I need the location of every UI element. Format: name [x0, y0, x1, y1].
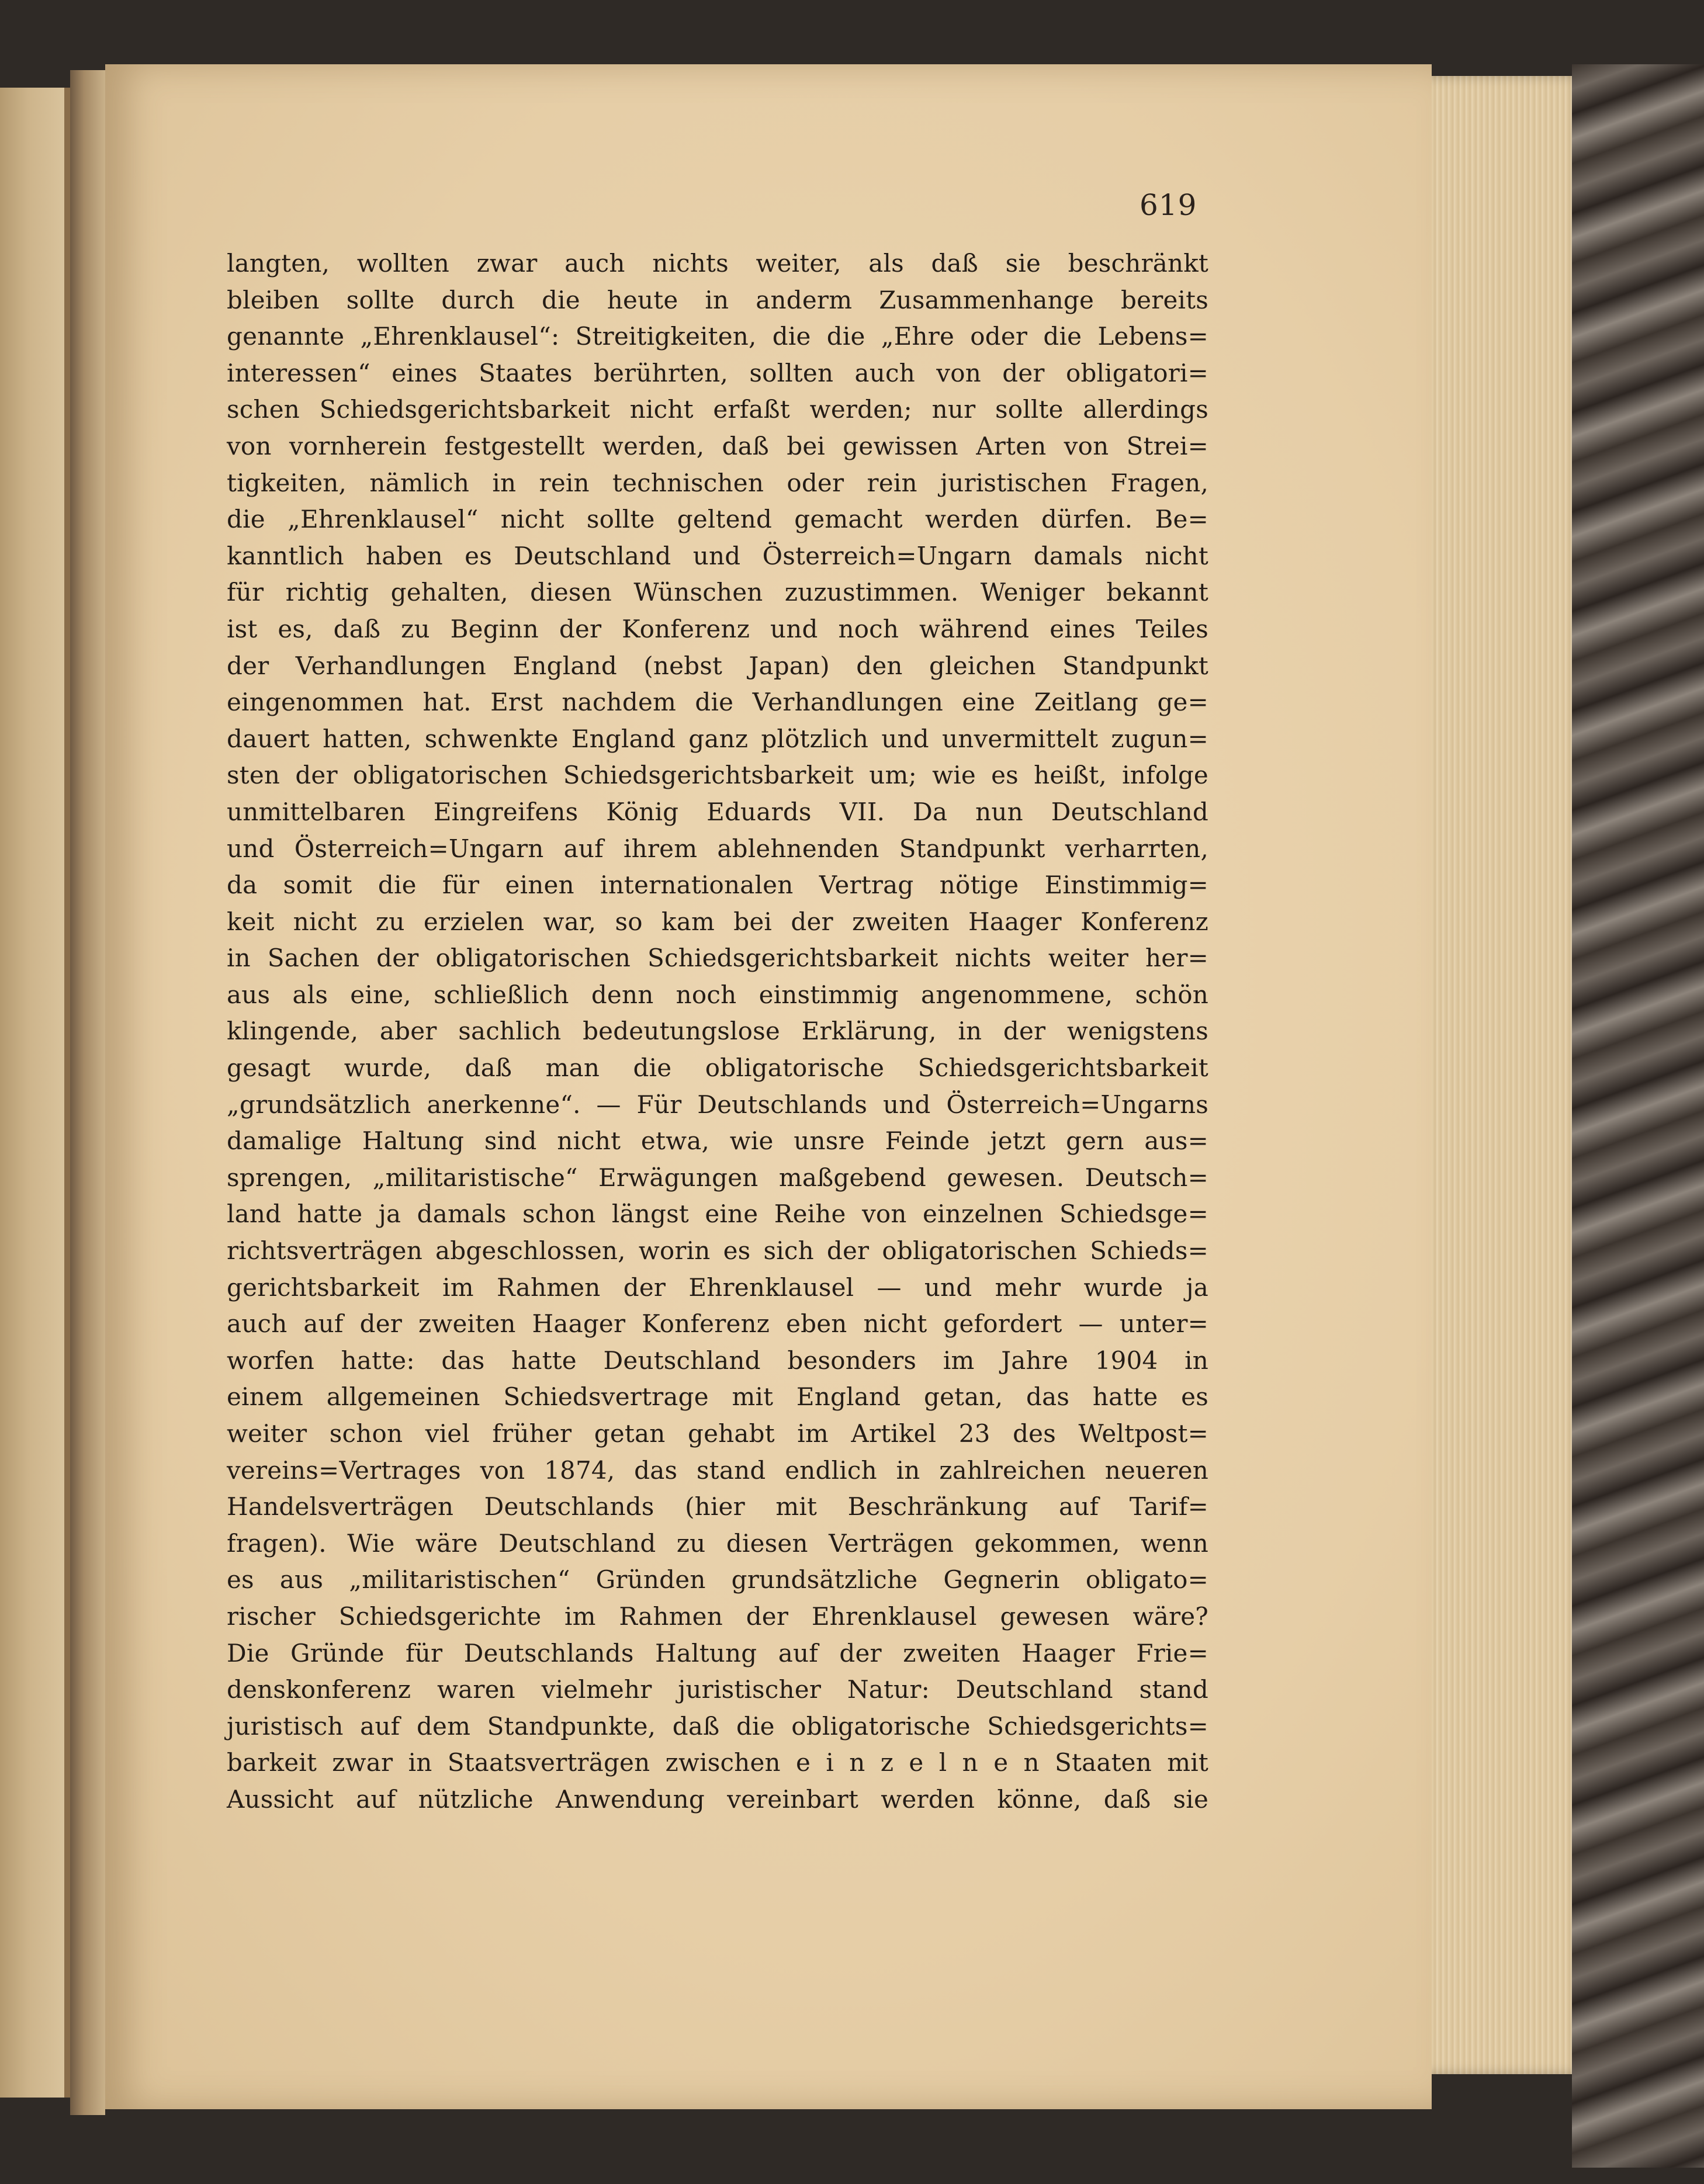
text-line: auch auf der zweiten Haager Konferenz eben nicht gefordert — unter=: [227, 1309, 1208, 1339]
text-line: barkeit zwar in Staatsverträgen zwischen e i n z e l n e n Staaten mit: [227, 1748, 1208, 1777]
text-line: vereins=Vertrages von 1874, das stand endlich in zahlreichen neueren: [227, 1455, 1208, 1485]
text-line: bleiben sollte durch die heute in anderm Zusammenhange bereits: [227, 285, 1208, 314]
text-line: land hatte ja damals schon längst eine Reihe von einzelnen Schiedsge=: [227, 1200, 1208, 1229]
book-gutter: [70, 70, 105, 2115]
text-line: klingende, aber sachlich bedeutungslose Erklärung, in der wenigstens: [227, 1017, 1208, 1046]
text-line: worfen hatte: das hatte Deutschland besonders im Jahre 1904 in: [227, 1346, 1208, 1375]
text-line: keit nicht zu erzielen war, so kam bei der zweiten Haager Konferenz: [227, 907, 1208, 936]
text-line: Die Gründe für Deutschlands Haltung auf der zweiten Haager Frie=: [227, 1638, 1208, 1668]
body-text: [227, 245, 1208, 1818]
text-line: rischer Schiedsgerichte im Rahmen der Ehrenklausel gewesen wäre?: [227, 1601, 1208, 1631]
text-line: sten der obligatorischen Schiedsgerichtsbarkeit um; wie es heißt, infolge: [227, 761, 1208, 790]
text-line: und Österreich=Ungarn auf ihrem ablehnenden Standpunkt verharrten,: [227, 834, 1208, 863]
left-page-edge: [0, 88, 70, 2098]
text-line: kanntlich haben es Deutschland und Österreich=Ungarn damals nicht: [227, 541, 1208, 570]
text-line: der Verhandlungen England (nebst Japan) den gleichen Standpunkt: [227, 651, 1208, 680]
text-line: von vornherein festgestellt werden, daß bei gewissen Arten von Strei=: [227, 431, 1208, 460]
text-line: genannte „Ehrenklausel“: Streitigkeiten, die die „Ehre oder die Lebens=: [227, 322, 1208, 351]
page-number: 619: [1140, 188, 1197, 222]
text-line: in Sachen der obligatorischen Schiedsgerichtsbarkeit nichts weiter her=: [227, 944, 1208, 973]
text-line: eingenommen hat. Erst nachdem die Verhandlungen eine Zeitlang ge=: [227, 688, 1208, 717]
text-line: weiter schon viel früher getan gehabt im Artikel 23 des Weltpost=: [227, 1419, 1208, 1448]
text-line: ist es, daß zu Beginn der Konferenz und noch während eines Teiles: [227, 614, 1208, 643]
text-line: es aus „militaristischen“ Gründen grundsätzliche Gegnerin obligato=: [227, 1565, 1208, 1594]
text-line: Aussicht auf nützliche Anwendung vereinbart werden könne, daß sie: [227, 1784, 1208, 1814]
text-line: gesagt wurde, daß man die obligatorische Schiedsgerichtsbarkeit: [227, 1053, 1208, 1083]
text-line: da somit die für einen internationalen Vertrag nötige Einstimmig=: [227, 871, 1208, 900]
text-line: die „Ehrenklausel“ nicht sollte geltend gemacht werden dürfen. Be=: [227, 505, 1208, 534]
text-line: für richtig gehalten, diesen Wünschen zuzustimmen. Weniger bekannt: [227, 578, 1208, 607]
text-line: richtsverträgen abgeschlossen, worin es sich der obligatorischen Schieds=: [227, 1236, 1208, 1266]
text-line: „grundsätzlich anerkenne“. — Für Deutschlands und Österreich=Ungarns: [227, 1090, 1208, 1119]
text-line: damalige Haltung sind nicht etwa, wie unsre Feinde jetzt gern aus=: [227, 1126, 1208, 1156]
text-line: fragen). Wie wäre Deutschland zu diesen Verträgen gekommen, wenn: [227, 1528, 1208, 1558]
text-line: juristisch auf dem Standpunkte, daß die obligatorische Schiedsgerichts=: [227, 1711, 1208, 1741]
text-line: gerichtsbarkeit im Rahmen der Ehrenklausel — und mehr wurde ja: [227, 1273, 1208, 1302]
text-line: einem allgemeinen Schiedsvertrage mit England getan, das hatte es: [227, 1382, 1208, 1412]
text-line: unmittelbaren Eingreifens König Eduards VII. Da nun Deutschland: [227, 797, 1208, 826]
text-line: tigkeiten, nämlich in rein technischen oder rein juristischen Fragen,: [227, 468, 1208, 497]
marbled-cover: [1572, 64, 1704, 2168]
text-line: Handelsverträgen Deutschlands (hier mit Beschränkung auf Tarif=: [227, 1492, 1208, 1521]
text-line: aus als eine, schließlich denn noch einstimmig angenommene, schön: [227, 980, 1208, 1009]
text-line: sprengen, „militaristische“ Erwägungen maßgebend gewesen. Deutsch=: [227, 1163, 1208, 1192]
text-line: denskonferenz waren vielmehr juristischer Natur: Deutschland stand: [227, 1675, 1208, 1704]
text-line: langten, wollten zwar auch nichts weiter, als daß sie beschränkt: [227, 249, 1208, 278]
page-block-edges: [1414, 76, 1584, 2074]
text-line: dauert hatten, schwenkte England ganz plötzlich und unvermittelt zugun=: [227, 724, 1208, 753]
text-line: schen Schiedsgerichtsbarkeit nicht erfaßt werden; nur sollte allerdings: [227, 395, 1208, 424]
text-line: interessen“ eines Staates berührten, sollten auch von der obligatori=: [227, 358, 1208, 387]
